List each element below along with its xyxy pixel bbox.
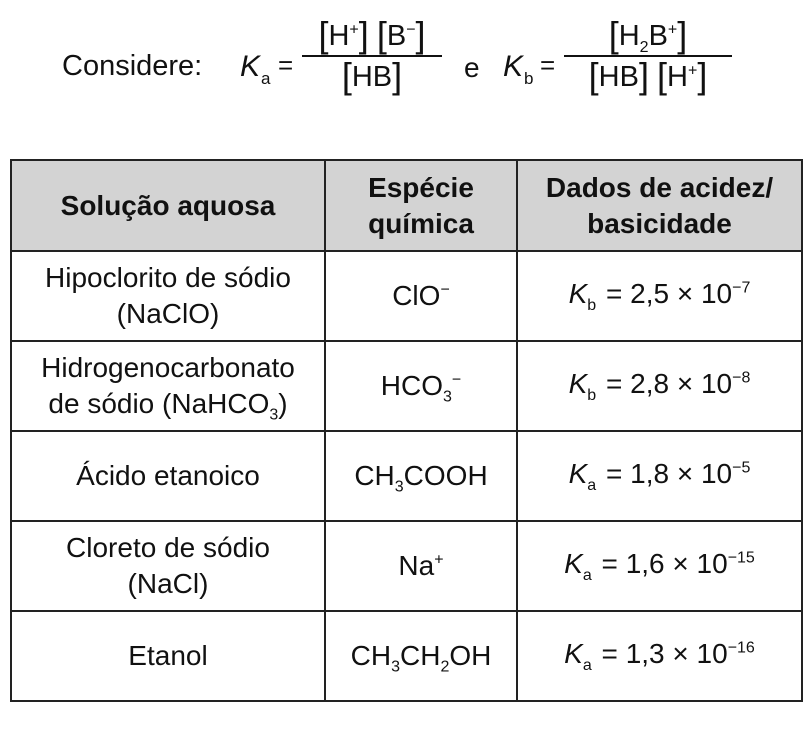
species-cell: $CH_3COOH$	[325, 431, 517, 521]
kb-fraction	[564, 16, 732, 96]
ka-denominator: [HB]	[341, 55, 403, 96]
equilibrium-definitions	[0, 16, 810, 128]
table-row	[11, 341, 802, 431]
table-row	[11, 431, 802, 521]
solution-cell: Cloreto de sódio (NaCl)	[11, 521, 325, 611]
species-cell: $HCO_3^-$	[325, 341, 517, 431]
solution-cell: Ácido etanoico	[11, 431, 325, 521]
header-solution: Solução aquosa	[11, 160, 325, 251]
kb-symbol: $K_b$	[503, 50, 534, 88]
solution-cell: Hidrogenocarbonato de sódio (NaHCO$_3$)	[11, 341, 325, 431]
species-cell: ClO−	[325, 251, 517, 341]
kb-denominator: [HB] [H+]	[588, 55, 708, 96]
acid-base-data-table	[10, 159, 803, 702]
equals-sign: =	[540, 50, 556, 80]
table-header-row	[11, 160, 802, 251]
k-value-cell: $K_b = 2,8 \times 10^{-8}$	[517, 341, 802, 431]
header-species: Espécie química	[325, 160, 517, 251]
conjunction: e	[464, 52, 480, 83]
ka-fraction	[302, 16, 442, 96]
k-value-cell: $K_a = 1,3 \times 10^{-16}$	[517, 611, 802, 701]
table-row	[11, 521, 802, 611]
species-cell: $CH_3CH_2OH$	[325, 611, 517, 701]
k-value-cell: $K_b = 2,5 \times 10^{-7}$	[517, 251, 802, 341]
header-acidity-data: Dados de acidez/ basicidade	[517, 160, 802, 251]
solution-cell: Etanol	[11, 611, 325, 701]
solution-cell: Hipoclorito de sódio (NaClO)	[11, 251, 325, 341]
ka-numerator: [H+] [B−]	[318, 14, 426, 55]
species-cell: Na+	[325, 521, 517, 611]
k-value-cell: $K_a = 1,8 \times 10^{-5}$	[517, 431, 802, 521]
table-row	[11, 251, 802, 341]
equals-sign: =	[278, 50, 294, 80]
kb-numerator: $[H_2B^+]$	[608, 14, 688, 56]
k-value-cell: $K_a = 1,6 \times 10^{-15}$	[517, 521, 802, 611]
consider-label: Considere:	[62, 50, 203, 82]
table-row	[11, 611, 802, 701]
ka-symbol: $K_a$	[240, 50, 271, 88]
